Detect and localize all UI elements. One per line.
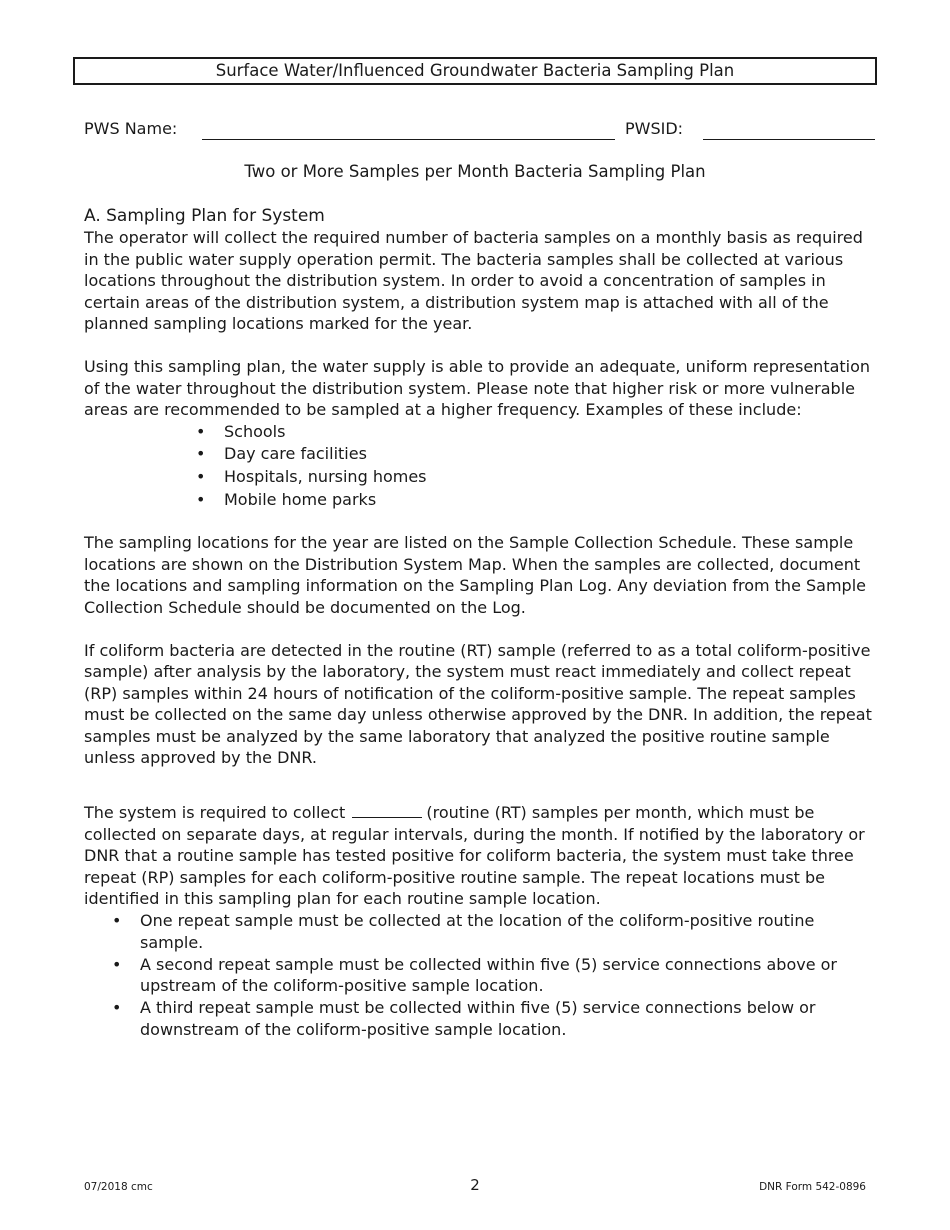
- document-title: Surface Water/Influenced Groundwater Bacteria Sampling Plan: [73, 57, 877, 85]
- paragraph-5: [84, 802, 874, 910]
- pwsid-label: PWSID:: [625, 119, 684, 138]
- page-footer: [84, 1176, 866, 1196]
- paragraph-5-start: The system is required to collect: [84, 803, 351, 823]
- form-number: DNR Form 542-0896: [759, 1181, 866, 1193]
- examples-list: [84, 421, 874, 511]
- pws-info-row: [84, 119, 876, 143]
- list-item: • A second repeat sample must be collected within five (5) service connections above or upstream of the coliform-positive sample location.: [140, 954, 874, 997]
- list-item: • One repeat sample must be collected at the location of the coliform-positive routine sample.: [140, 910, 874, 953]
- list-item: • Mobile home parks: [224, 489, 874, 512]
- list-item: • Hospitals, nursing homes: [224, 466, 874, 489]
- list-item: • A third repeat sample must be collected within five (5) service connections below or downstream of the coliform-positive sample location.: [140, 997, 874, 1040]
- paragraph-1: The operator will collect the required number of bacteria samples on a monthly basis as required in the public water supply operation permit. The bacteria samples shall be collected at various locations throughout the distribution system. In order to avoid a concentration of samples in certain areas of the distribution system, a distribution system map is attached with all of the planned sampling locations marked for the year.: [84, 228, 863, 334]
- plan-subtitle: Two or More Samples per Month Bacteria Sampling Plan: [244, 162, 706, 181]
- page-number: 2: [470, 1176, 480, 1194]
- section-heading: A. Sampling Plan for System: [84, 206, 325, 226]
- samples-per-month-field[interactable]: [352, 802, 422, 818]
- list-item: • Day care facilities: [224, 443, 874, 466]
- pwsid-field[interactable]: [703, 139, 875, 140]
- list-item: • Schools: [224, 421, 874, 444]
- paragraph-4: If coliform bacteria are detected in the routine (RT) sample (referred to as a total coliform-positive sample) after analysis by the laboratory, the system must react immediately and collect repeat (RP) samples within 24 hours of notification of the coliform-positive sample. The repeat samples must be collected on the same day unless otherwise approved by the DNR. In addition, the repeat samples must be analyzed by the same laboratory that analyzed the positive routine sample unless approved by the DNR.: [84, 640, 872, 768]
- paragraph-2: Using this sampling plan, the water supply is able to provide an adequate, uniform representation of the water throughout the distribution system. Please note that higher risk or more vulnerable areas are recommended to be sampled at a higher frequency. Examples of these include:: [84, 356, 871, 420]
- pws-name-field[interactable]: [202, 139, 615, 140]
- footer-date: 07/2018 cmc: [84, 1181, 153, 1193]
- section-a: [84, 205, 874, 1041]
- pws-name-label: PWS Name:: [84, 119, 178, 138]
- repeat-rules-list: [84, 910, 874, 1041]
- paragraph-5-rest: (routine (RT) samples per month, which must be collected on separate days, at regular intervals, during the month. If notified by the laboratory or DNR that a routine sample has tested positive for coliform bacteria, the system must take three repeat (RP) samples for each coliform-positive routine sample. The repeat locations must be identified in this sampling plan for each routine sample location.: [84, 803, 865, 909]
- paragraph-3: The sampling locations for the year are listed on the Sample Collection Schedule. These sample locations are shown on the Distribution System Map. When the samples are collected, document the locations and sampling information on the Sampling Plan Log. Any deviation from the Sample Collection Schedule should be documented on the Log.: [84, 533, 866, 617]
